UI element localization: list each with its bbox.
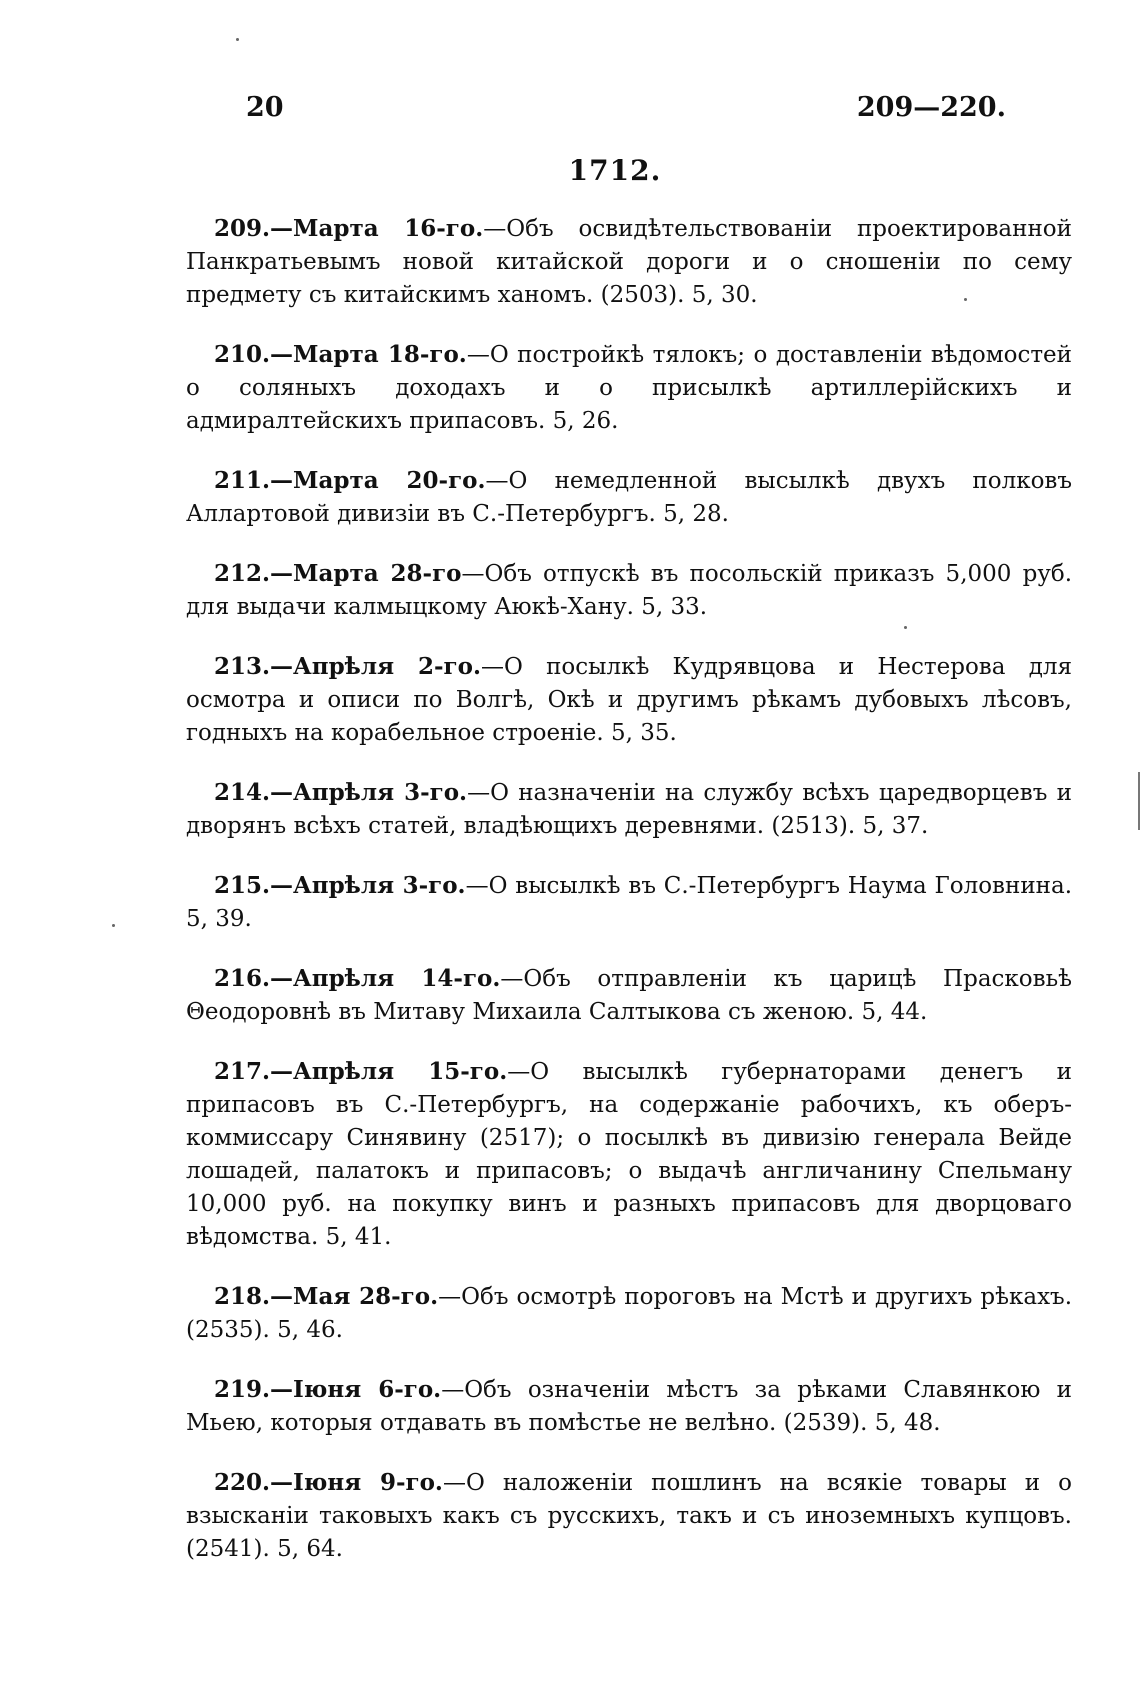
entry-text: —Объ освидѣтельствованiи проектированной Панкратьевымъ новой китайской дороги и о сношенiи по сему предмету съ китайскимъ ханомъ. (2503). 5, 30. [186,216,1072,308]
entry-217 [186,1055,1072,1254]
entry-text: —О назначенiи на службу всѣхъ царедворцевъ и дворянъ всѣхъ статей, владѣющихъ деревнями. (2513). 5, 37. [186,780,1072,839]
entry-date: —Апрѣля 3-го. [270,872,466,899]
entry-214 [186,776,1072,843]
scan-speck [904,626,907,629]
entry-number: 213. [214,653,271,680]
entry-date: —Апрѣля 3-го. [270,779,468,806]
running-head [246,92,1006,132]
entry-220 [186,1466,1072,1566]
entry-date: —Апрѣля 14-го. [270,965,501,992]
entry-number: 211. [214,467,271,494]
entry-number: 218. [214,1283,271,1310]
entry-date: —Марта 20-го. [270,467,486,494]
entry-range: 209—220. [856,92,1006,123]
entry-210 [186,338,1072,438]
entry-date: —Iюня 9-го. [270,1469,443,1496]
scan-speck [964,298,967,301]
entry-text: —О наложенiи пошлинъ на всякiе товары и о взысканiи таковыхъ какъ съ русскихъ, такъ и съ иноземныхъ купцовъ. (2541). 5, 64. [186,1470,1072,1562]
entry-text: —О немедленной высылкѣ двухъ полковъ Аллартовой дивизiи въ С.-Петербургъ. 5, 28. [186,468,1072,527]
entry-number: 220. [214,1469,271,1496]
entry-219 [186,1373,1072,1440]
entry-text: —Объ отправленiи къ царицѣ Прасковьѣ Θеодоровнѣ въ Митаву Михаила Салтыкова съ женою. 5, 44. [186,966,1072,1025]
scan-speck [112,924,115,927]
entry-date: —Марта 28-го [270,560,462,587]
entry-text: —О высылкѣ въ С.-Петербургъ Наума Головнина. 5, 39. [186,873,1073,932]
entry-number: 212. [214,560,271,587]
entry-number: 216. [214,965,271,992]
entry-date: —Апрѣля 2-го. [270,653,481,680]
entry-211 [186,464,1072,531]
entry-text: —Объ осмотрѣ пороговъ на Мстѣ и другихъ рѣкахъ. (2535). 5, 46. [186,1284,1073,1343]
entry-number: 215. [214,872,271,899]
entry-215 [186,869,1072,936]
entry-date: —Марта 18-го. [270,341,467,368]
entry-number: 209. [214,215,271,242]
entry-216 [186,962,1072,1029]
entry-text: —О высылкѣ губернаторами денегъ и припасовъ въ С.-Петербургъ, на содержанiе рабочихъ, къ оберъ-коммиссару Синявину (2517); о посылкѣ въ дивизiю генерала Вейде лошадей, палатокъ и припасовъ; о выдачѣ англичанину Спельману 10,000 руб. на покупку винъ и разныхъ припасовъ для дворцоваго вѣдомства. 5, 41. [186,1059,1072,1250]
scan-speck [236,38,239,41]
year-heading: 1712. [568,154,662,187]
entry-text: —Объ отпускѣ въ посольскiй приказъ 5,000 руб. для выдачи калмыцкому Аюкѣ-Хану. 5, 33. [186,561,1073,620]
entry-209 [186,212,1072,312]
entry-number: 214. [214,779,271,806]
entry-text: —О посылкѣ Кудрявцова и Нестерова для осмотра и описи по Волгѣ, Окѣ и другимъ рѣкамъ дубовыхъ лѣсовъ, годныхъ на корабельное строенiе. 5, 35. [186,654,1072,746]
entry-date: —Мая 28-го. [270,1283,439,1310]
entry-number: 217. [214,1058,271,1085]
entry-number: 210. [214,341,271,368]
entry-date: —Iюня 6-го. [270,1376,442,1403]
entry-text: —Объ означенiи мѣстъ за рѣками Славянкою и Мьею, которыя отдавать въ помѣстье не велѣно. (2539). 5, 48. [186,1377,1072,1436]
entry-212 [186,557,1072,624]
entry-213 [186,650,1072,750]
entry-text: —О постройкѣ тялокъ; о доставленiи вѣдомостей о соляныхъ доходахъ и о присылкѣ артиллерiйскихъ и адмиралтейскихъ припасовъ. 5, 26. [186,342,1072,434]
entry-date: —Апрѣля 15-го. [270,1058,508,1085]
entry-number: 219. [214,1376,271,1403]
page-number: 20 [246,92,284,123]
entry-list [186,212,1072,1592]
entry-date: —Марта 16-го. [270,215,484,242]
entry-218 [186,1280,1072,1347]
